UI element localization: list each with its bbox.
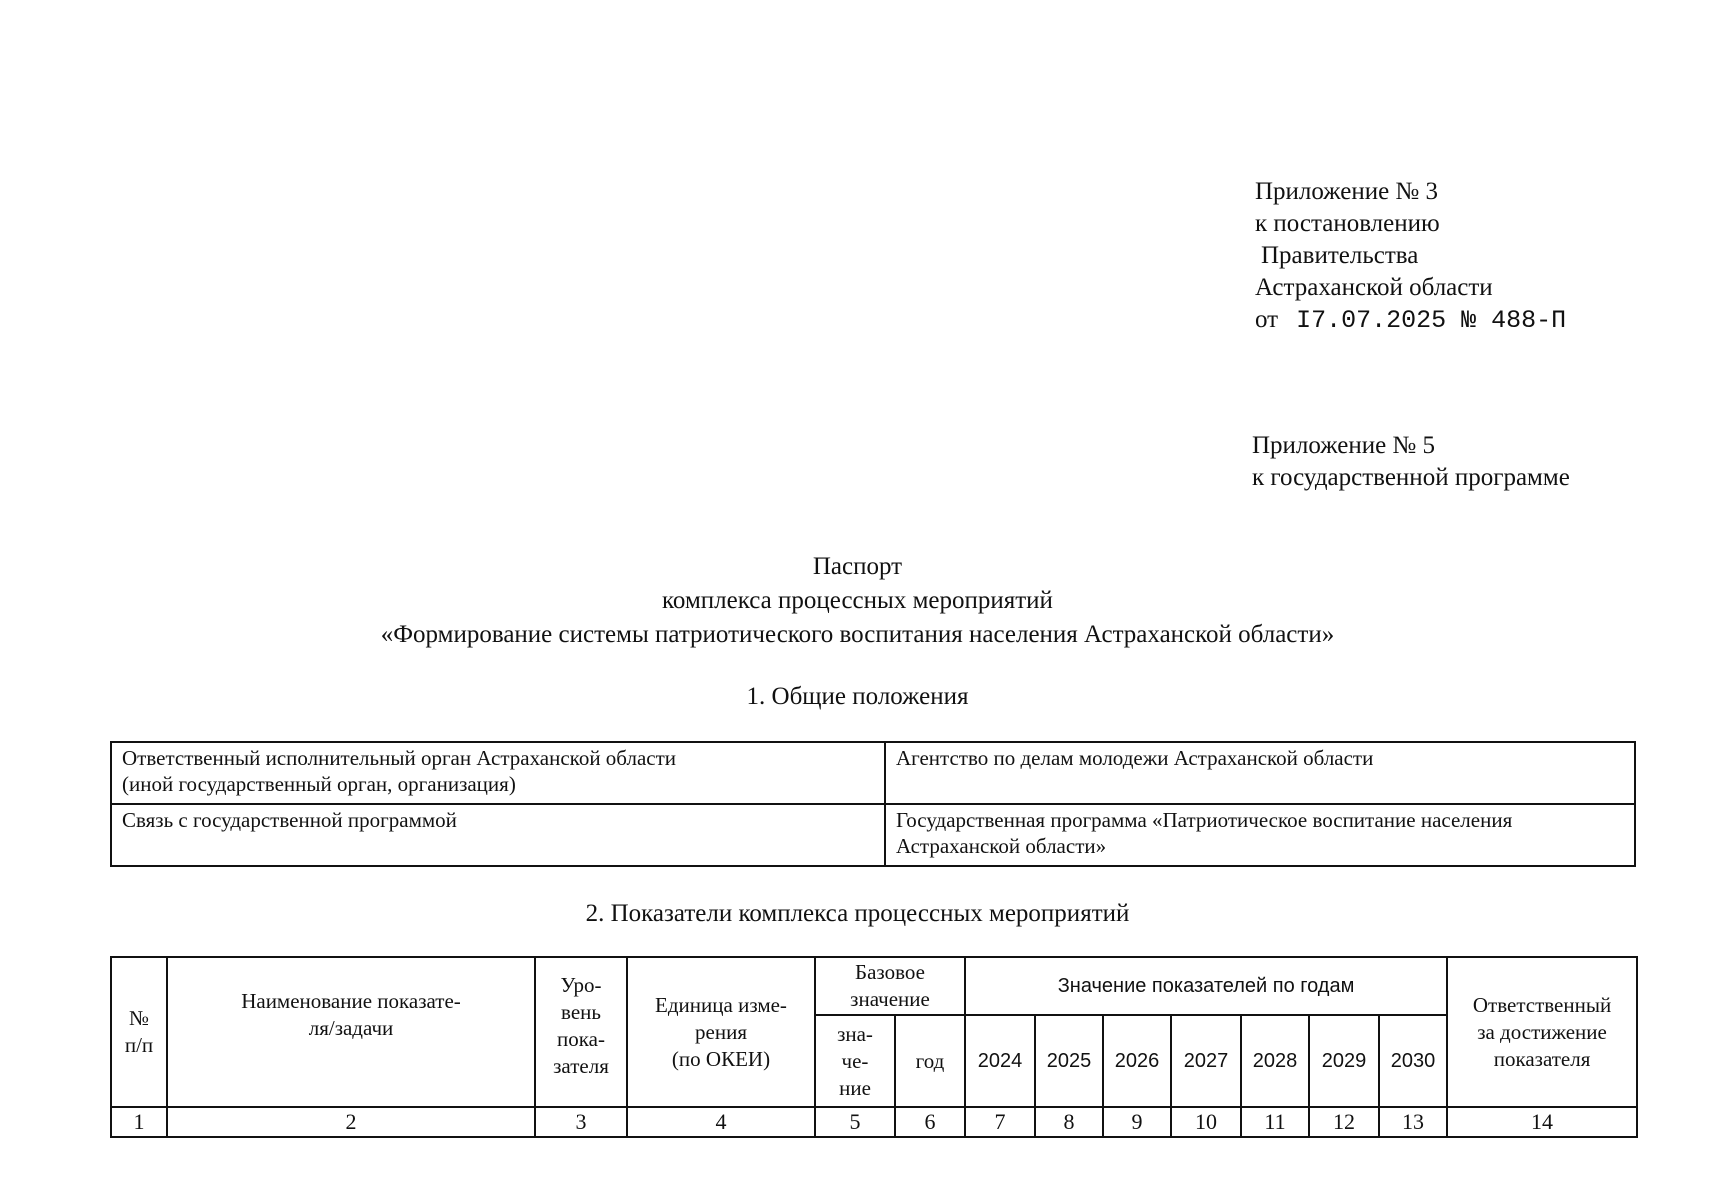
table-cell: Агентство по делам молодежи Астраханской области	[885, 742, 1635, 804]
header-year: 2030	[1379, 1015, 1447, 1107]
section-1-title: 1. Общие положения	[746, 683, 969, 710]
table-row	[111, 742, 1635, 804]
header-values-by-year: Значение показателей по годам	[965, 957, 1447, 1015]
annex-5-line: к государственной программе	[1252, 464, 1570, 491]
header-base-year: год	[895, 1015, 965, 1107]
column-number: 6	[895, 1107, 965, 1137]
annex-3-line: Астраханской области	[1255, 274, 1493, 301]
annex-3-date-line	[1255, 304, 1566, 337]
indicators-table	[110, 956, 1638, 1138]
annex-3-line: к постановлению	[1255, 210, 1440, 237]
annex-3-date-number: I7.07.2025 № 488-П	[1296, 306, 1567, 335]
column-number-row	[111, 1107, 1637, 1137]
table-cell: Государственная программа «Патриотическое воспитание населения Астраханской области»	[885, 804, 1635, 866]
column-number: 3	[535, 1107, 627, 1137]
annex-3-ot: от	[1255, 306, 1279, 333]
column-number: 4	[627, 1107, 815, 1137]
header-unit: Единица изме- рения (по ОКЕИ)	[627, 957, 815, 1107]
column-number: 8	[1035, 1107, 1103, 1137]
column-number: 12	[1309, 1107, 1379, 1137]
column-number: 9	[1103, 1107, 1171, 1137]
header-num: № п/п	[111, 957, 167, 1107]
header-responsible: Ответственный за достижение показателя	[1447, 957, 1637, 1107]
annex-3-line: Правительства	[1261, 242, 1419, 269]
header-base-value-value: зна- че- ние	[815, 1015, 895, 1107]
passport-subtitle: комплекса процессных мероприятий	[662, 587, 1053, 614]
column-number: 5	[815, 1107, 895, 1137]
table-cell: Связь с государственной программой	[111, 804, 885, 866]
table-header-row	[111, 957, 1637, 1015]
header-base-value: Базовое значение	[815, 957, 965, 1015]
section-2-title: 2. Показатели комплекса процессных мероприятий	[585, 900, 1130, 927]
header-year: 2025	[1035, 1015, 1103, 1107]
column-number: 7	[965, 1107, 1035, 1137]
annex-3-line: Приложение № 3	[1255, 178, 1439, 205]
passport-title: Паспорт	[812, 553, 903, 580]
column-number: 14	[1447, 1107, 1637, 1137]
column-number: 10	[1171, 1107, 1241, 1137]
header-year: 2028	[1241, 1015, 1309, 1107]
annex-5-block	[1252, 430, 1570, 494]
header-year: 2029	[1309, 1015, 1379, 1107]
annex-3-block	[1255, 176, 1566, 337]
header-year: 2026	[1103, 1015, 1171, 1107]
table-cell: Ответственный исполнительный орган Астраханской области (иной государственный орган, организация)	[111, 742, 885, 804]
general-provisions-table	[110, 741, 1636, 867]
header-indicator-name: Наименование показате- ля/задачи	[167, 957, 535, 1107]
passport-name: «Формирование системы патриотического воспитания населения Астраханской области»	[380, 621, 1335, 648]
header-year: 2027	[1171, 1015, 1241, 1107]
column-number: 13	[1379, 1107, 1447, 1137]
table-row	[111, 804, 1635, 866]
passport-heading	[0, 550, 1715, 652]
column-number: 1	[111, 1107, 167, 1137]
column-number: 11	[1241, 1107, 1309, 1137]
annex-5-line: Приложение № 5	[1252, 432, 1436, 459]
column-number: 2	[167, 1107, 535, 1137]
header-year: 2024	[965, 1015, 1035, 1107]
header-level: Уро- вень пока- зателя	[535, 957, 627, 1107]
